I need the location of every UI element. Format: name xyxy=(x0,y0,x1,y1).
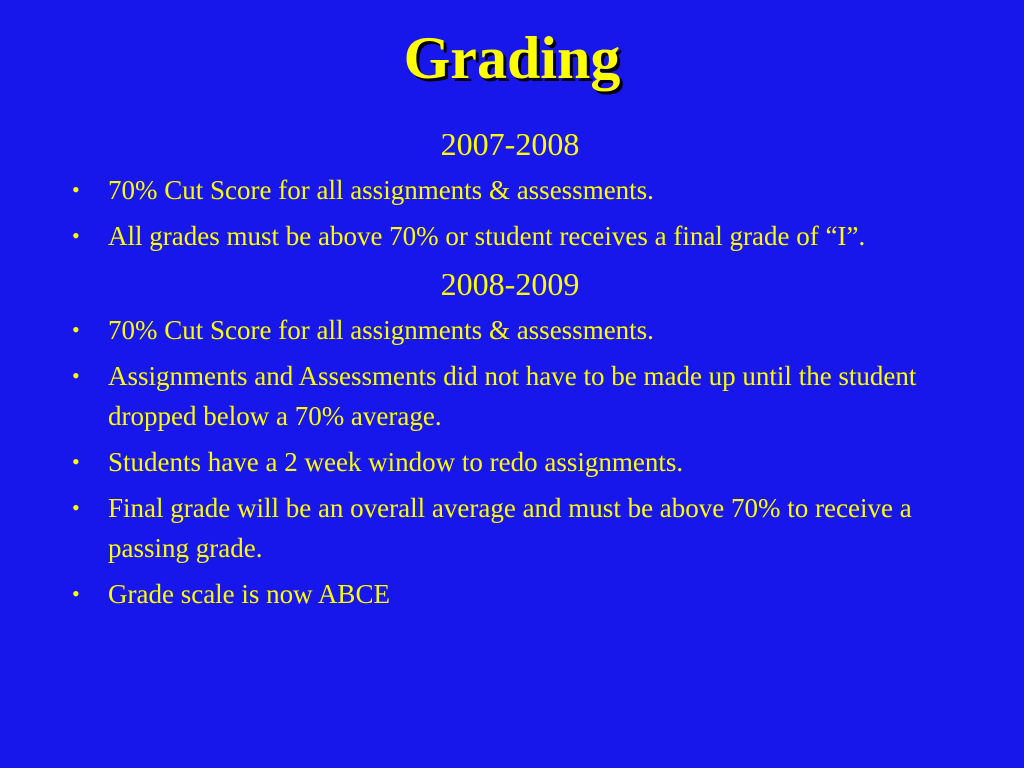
bullet-text: Grade scale is now ABCE xyxy=(108,579,390,609)
bullet-icon: • xyxy=(72,177,80,202)
bullet-text: Final grade will be an overall average and must be above 70% to receive a passing grade. xyxy=(108,493,912,563)
bullet-icon: • xyxy=(72,317,80,342)
section-heading-2007-2008: 2007-2008 xyxy=(440,126,580,162)
bullet-text: Assignments and Assessments did not have to be made up until the student dropped below a 70% average. xyxy=(108,361,917,431)
bullet-icon: • xyxy=(72,581,80,606)
bullet-icon: • xyxy=(72,449,80,474)
bullet-text: 70% Cut Score for all assignments & assessments. xyxy=(108,315,654,345)
bullet-text: 70% Cut Score for all assignments & assessments. xyxy=(108,175,654,205)
list-item xyxy=(70,310,950,350)
list-item xyxy=(70,356,950,436)
list-item xyxy=(70,170,950,210)
bullet-text: Students have a 2 week window to redo assignments. xyxy=(108,447,684,477)
list-item xyxy=(70,574,950,614)
bullet-icon: • xyxy=(72,495,80,520)
slide-body xyxy=(70,122,950,620)
list-item xyxy=(70,442,950,482)
bullet-icon: • xyxy=(72,363,80,388)
list-item xyxy=(70,488,950,568)
bullet-icon: • xyxy=(72,223,80,248)
section-heading-2008-2009: 2008-2009 xyxy=(440,266,580,302)
bullet-list-2008-2009 xyxy=(70,310,950,614)
slide-title: Grading xyxy=(403,25,621,91)
bullet-list-2007-2008 xyxy=(70,170,950,256)
list-item xyxy=(70,216,950,256)
bullet-text: All grades must be above 70% or student receives a final grade of “I”. xyxy=(108,221,866,251)
